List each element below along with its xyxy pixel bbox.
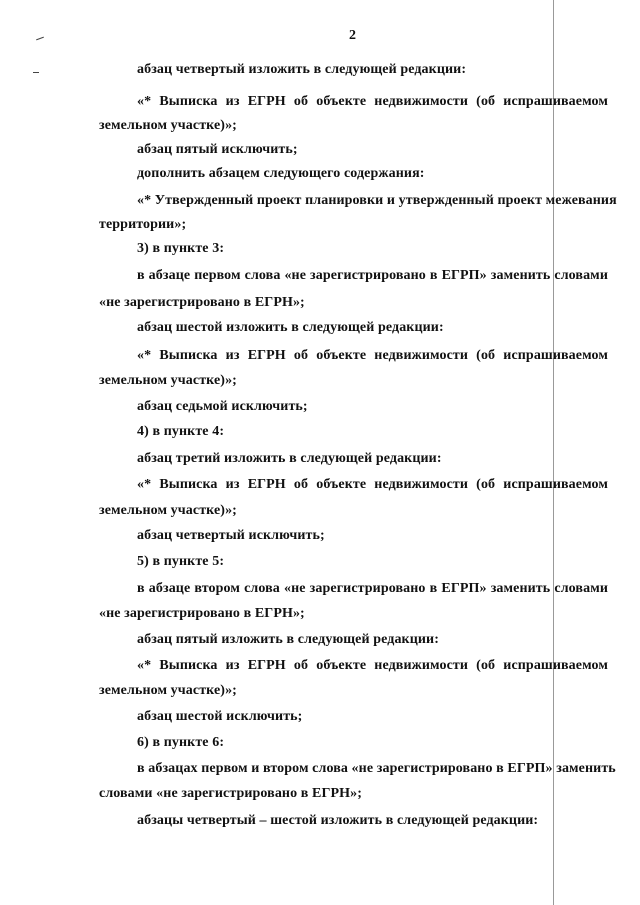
- text-line: абзац шестой изложить в следующей редакции:: [137, 320, 444, 335]
- text-line: абзац пятый изложить в следующей редакции:: [137, 632, 439, 647]
- scan-artifact-mark: [33, 72, 39, 73]
- scan-artifact-mark: [36, 37, 44, 41]
- text-line: «* Выписка из ЕГРН об объекте недвижимости (об испрашиваемом: [137, 94, 608, 109]
- text-line: «не зарегистрировано в ЕГРН»;: [99, 606, 305, 621]
- text-line: 4) в пункте 4:: [137, 424, 225, 439]
- text-line: земельном участке)»;: [99, 503, 237, 518]
- text-line: земельном участке)»;: [99, 683, 237, 698]
- text-line: абзацы четвертый – шестой изложить в следующей редакции:: [137, 813, 539, 828]
- text-line: абзац четвертый исключить;: [137, 528, 325, 543]
- text-line: в абзаце первом слова «не зарегистрировано в ЕГРП» заменить словами: [137, 268, 608, 283]
- text-line: «* Выписка из ЕГРН об объекте недвижимости (об испрашиваемом: [137, 477, 608, 492]
- text-line: абзац третий изложить в следующей редакции:: [137, 451, 442, 466]
- text-line: словами «не зарегистрировано в ЕГРН»;: [99, 786, 363, 801]
- text-line: абзац пятый исключить;: [137, 142, 298, 157]
- text-line: «не зарегистрировано в ЕГРН»;: [99, 295, 305, 310]
- text-line: в абзаце втором слова «не зарегистрировано в ЕГРП» заменить словами: [137, 581, 608, 596]
- text-line: «* Выписка из ЕГРН об объекте недвижимости (об испрашиваемом: [137, 348, 608, 363]
- text-line: «* Выписка из ЕГРН об объекте недвижимости (об испрашиваемом: [137, 658, 608, 673]
- page-number: 2: [349, 28, 356, 43]
- text-line: дополнить абзацем следующего содержания:: [137, 166, 425, 181]
- text-line: абзац седьмой исключить;: [137, 399, 308, 414]
- text-line: в абзацах первом и втором слова «не зарегистрировано в ЕГРП» заменить: [137, 761, 616, 776]
- text-line: 5) в пункте 5:: [137, 554, 225, 569]
- text-line: «* Утвержденный проект планировки и утвержденный проект межевания: [137, 193, 617, 208]
- text-line: земельном участке)»;: [99, 373, 237, 388]
- text-line: 6) в пункте 6:: [137, 735, 225, 750]
- text-line: 3) в пункте 3:: [137, 241, 225, 256]
- text-line: земельном участке)»;: [99, 118, 237, 133]
- text-line: абзац четвертый изложить в следующей редакции:: [137, 62, 467, 77]
- text-line: территории»;: [99, 217, 187, 232]
- text-line: абзац шестой исключить;: [137, 709, 303, 724]
